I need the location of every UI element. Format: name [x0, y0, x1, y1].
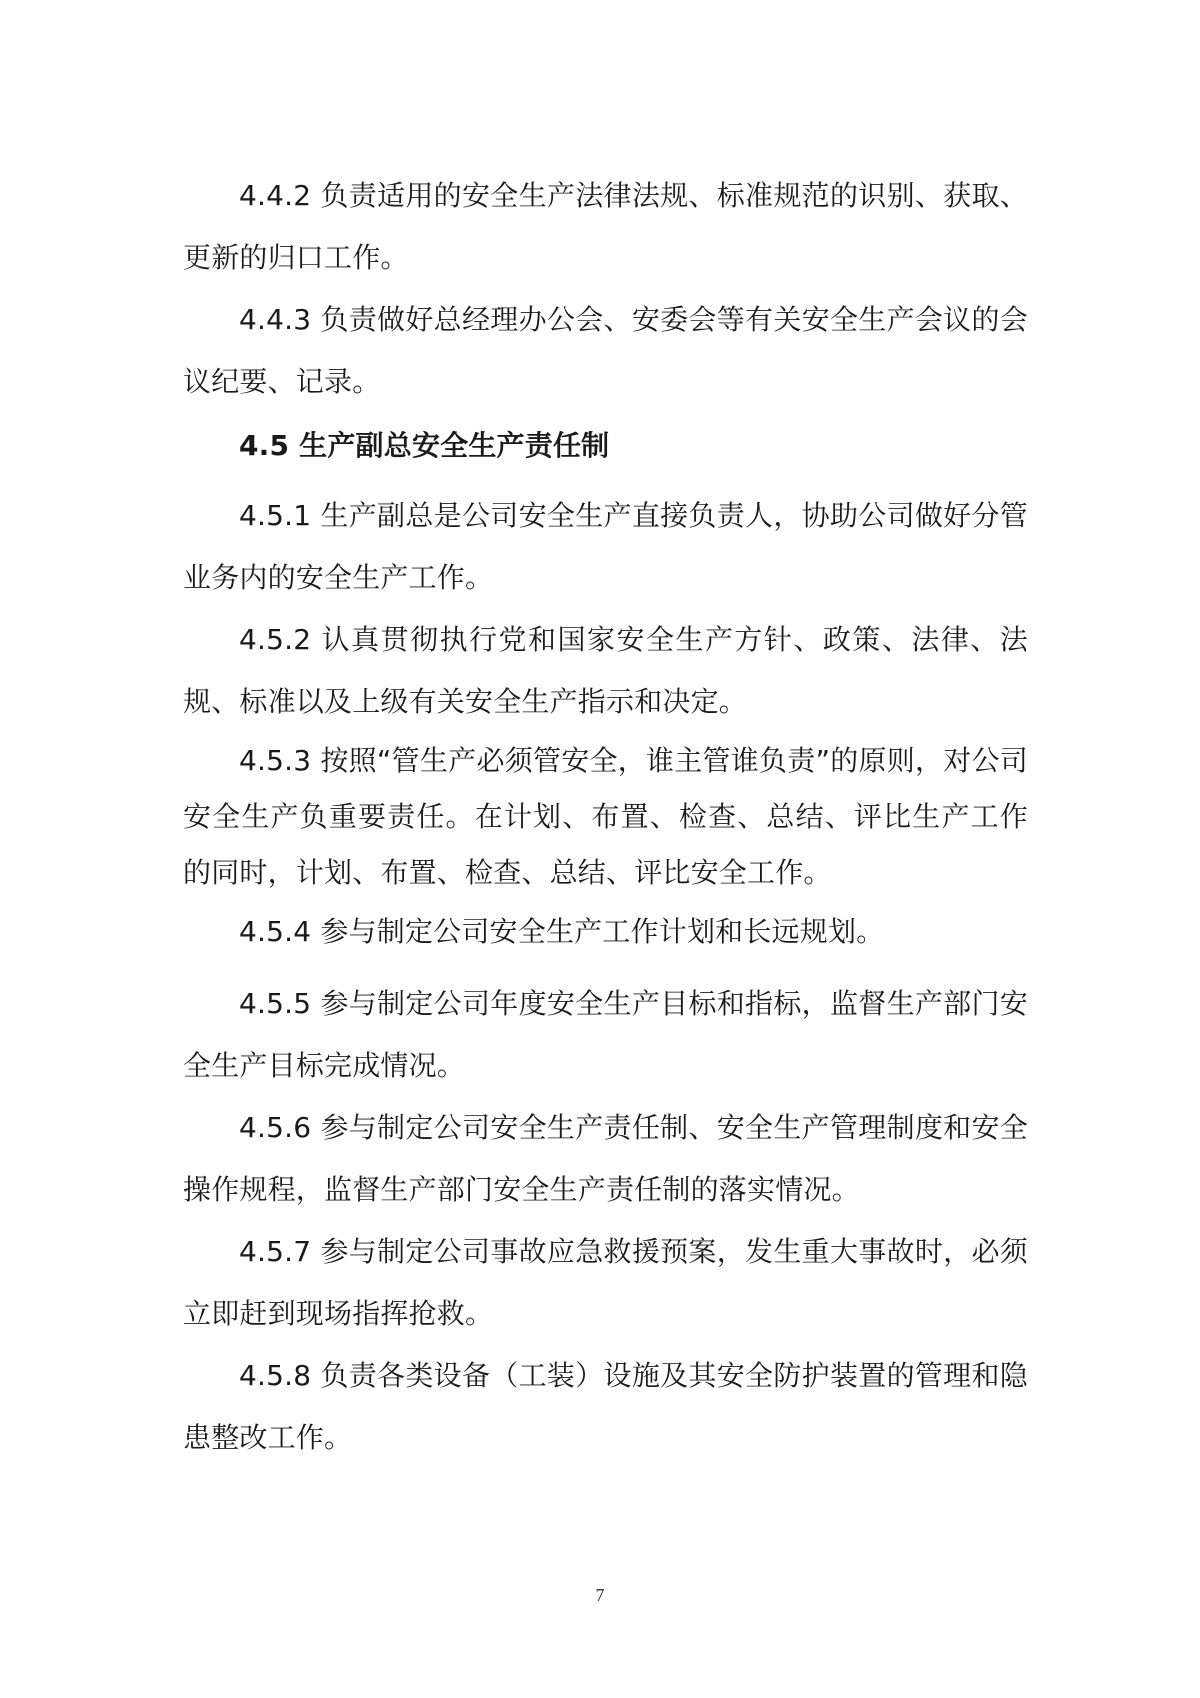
document-body	[183, 165, 1028, 1469]
paragraph-4-4-3: 4.4.3 负责做好总经理办公会、安委会等有关安全生产会议的会议纪要、记录。	[183, 303, 1028, 398]
paragraph-4-5-3: 4.5.3 按照“管生产必须管安全，谁主管谁负责”的原则，对公司安全生产负重要责任。在计划、布置、检查、总结、评比生产工作的同时，计划、布置、检查、总结、评比安全工作。	[183, 744, 1028, 889]
page-number: 7	[595, 1585, 605, 1605]
paragraph-4-5-6: 4.5.6 参与制定公司安全生产责任制、安全生产管理制度和安全操作规程，监督生产部门安全生产责任制的落实情况。	[183, 1111, 1028, 1206]
paragraph-4-5-4: 4.5.4 参与制定公司安全生产工作计划和长远规划。	[239, 915, 885, 948]
paragraph-4-5-7: 4.5.7 参与制定公司事故应急救援预案，发生重大事故时，必须立即赶到现场指挥抢救。	[183, 1235, 1028, 1330]
paragraph-4-5-2: 4.5.2 认真贯彻执行党和国家安全生产方针、政策、法律、法规、标准以及上级有关安全生产指示和决定。	[183, 623, 1028, 718]
paragraph-4-4-2: 4.4.2 负责适用的安全生产法律法规、标准规范的识别、获取、更新的归口工作。	[183, 179, 1028, 274]
paragraph-4-5-1: 4.5.1 生产副总是公司安全生产直接负责人，协助公司做好分管业务内的安全生产工作。	[183, 499, 1028, 594]
section-heading-4-5: 4.5 生产副总安全生产责任制	[239, 429, 610, 462]
paragraph-4-5-8: 4.5.8 负责各类设备（工装）设施及其安全防护装置的管理和隐患整改工作。	[183, 1359, 1028, 1454]
paragraph-4-5-5: 4.5.5 参与制定公司年度安全生产目标和指标，监督生产部门安全生产目标完成情况。	[183, 987, 1028, 1082]
